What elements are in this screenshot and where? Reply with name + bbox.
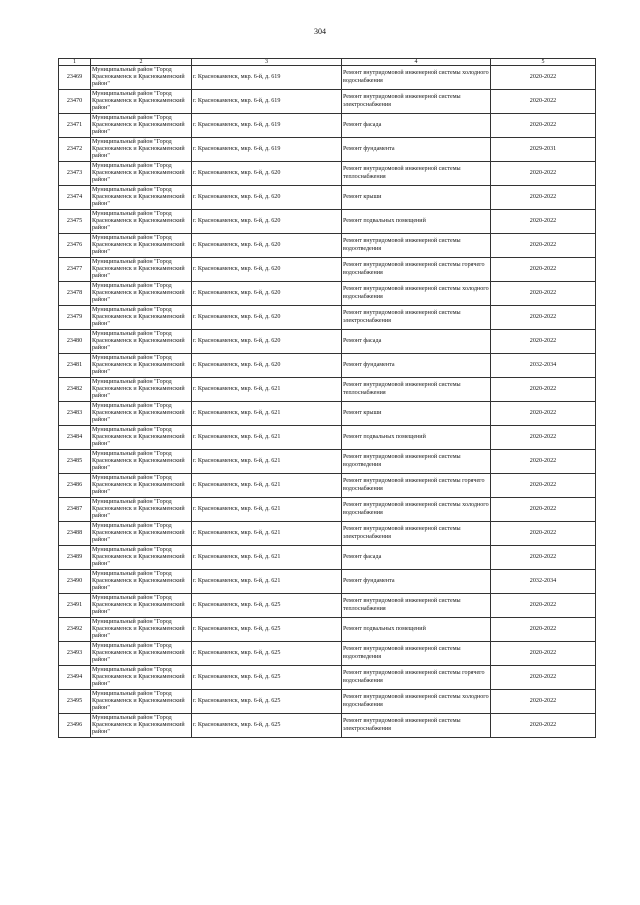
- address-cell: г. Краснокаменск, мкр. 6-й, д. 620: [192, 354, 342, 378]
- work-type-cell: Ремонт фундамента: [342, 354, 491, 378]
- period-cell: 2020-2022: [491, 186, 596, 210]
- table-row: [59, 66, 596, 90]
- table-row: [59, 162, 596, 186]
- work-type-cell: Ремонт крыши: [342, 402, 491, 426]
- period-cell: 2020-2022: [491, 210, 596, 234]
- table-row: [59, 90, 596, 114]
- municipality-cell: Муниципальный район "Город Краснокаменск и Краснокаменский район": [91, 66, 192, 90]
- work-type-cell: Ремонт внутридомовой инженерной системы горячего водоснабжения: [342, 474, 491, 498]
- row-number: 23489: [59, 546, 91, 570]
- table-row: [59, 354, 596, 378]
- period-cell: 2020-2022: [491, 450, 596, 474]
- table-row: [59, 690, 596, 714]
- row-number: 23474: [59, 186, 91, 210]
- municipality-cell: Муниципальный район "Город Краснокаменск и Краснокаменский район": [91, 714, 192, 738]
- row-number: 23485: [59, 450, 91, 474]
- work-type-cell: Ремонт внутридомовой инженерной системы теплоснабжения: [342, 378, 491, 402]
- address-cell: г. Краснокаменск, мкр. 6-й, д. 619: [192, 114, 342, 138]
- column-number-4: 4: [342, 59, 491, 66]
- registry-table: [58, 58, 596, 738]
- municipality-cell: Муниципальный район "Город Краснокаменск и Краснокаменский район": [91, 378, 192, 402]
- address-cell: г. Краснокаменск, мкр. 6-й, д. 625: [192, 714, 342, 738]
- address-cell: г. Краснокаменск, мкр. 6-й, д. 621: [192, 546, 342, 570]
- table-row: [59, 546, 596, 570]
- period-cell: 2020-2022: [491, 426, 596, 450]
- address-cell: г. Краснокаменск, мкр. 6-й, д. 625: [192, 642, 342, 666]
- address-cell: г. Краснокаменск, мкр. 6-й, д. 619: [192, 90, 342, 114]
- period-cell: 2020-2022: [491, 402, 596, 426]
- column-number-5: 5: [491, 59, 596, 66]
- table-row: [59, 570, 596, 594]
- municipality-cell: Муниципальный район "Город Краснокаменск и Краснокаменский район": [91, 642, 192, 666]
- row-number: 23483: [59, 402, 91, 426]
- table-row: [59, 522, 596, 546]
- address-cell: г. Краснокаменск, мкр. 6-й, д. 620: [192, 306, 342, 330]
- municipality-cell: Муниципальный район "Город Краснокаменск и Краснокаменский район": [91, 402, 192, 426]
- period-cell: 2020-2022: [491, 474, 596, 498]
- table-row: [59, 330, 596, 354]
- work-type-cell: Ремонт внутридомовой инженерной системы электроснабжения: [342, 306, 491, 330]
- period-cell: 2020-2022: [491, 690, 596, 714]
- period-cell: 2020-2022: [491, 498, 596, 522]
- table-row: [59, 450, 596, 474]
- period-cell: 2029-2031: [491, 138, 596, 162]
- municipality-cell: Муниципальный район "Город Краснокаменск и Краснокаменский район": [91, 234, 192, 258]
- row-number: 23492: [59, 618, 91, 642]
- row-number: 23472: [59, 138, 91, 162]
- work-type-cell: Ремонт подвальных помещений: [342, 210, 491, 234]
- work-type-cell: Ремонт внутридомовой инженерной системы водоотведения: [342, 234, 491, 258]
- period-cell: 2020-2022: [491, 714, 596, 738]
- municipality-cell: Муниципальный район "Город Краснокаменск и Краснокаменский район": [91, 666, 192, 690]
- municipality-cell: Муниципальный район "Город Краснокаменск и Краснокаменский район": [91, 114, 192, 138]
- work-type-cell: Ремонт внутридомовой инженерной системы горячего водоснабжения: [342, 258, 491, 282]
- address-cell: г. Краснокаменск, мкр. 6-й, д. 625: [192, 594, 342, 618]
- work-type-cell: Ремонт внутридомовой инженерной системы электроснабжения: [342, 522, 491, 546]
- work-type-cell: Ремонт внутридомовой инженерной системы водоотведения: [342, 642, 491, 666]
- row-number: 23494: [59, 666, 91, 690]
- table-row: [59, 306, 596, 330]
- row-number: 23482: [59, 378, 91, 402]
- period-cell: 2020-2022: [491, 330, 596, 354]
- address-cell: г. Краснокаменск, мкр. 6-й, д. 625: [192, 666, 342, 690]
- work-type-cell: Ремонт внутридомовой инженерной системы холодного водоснабжения: [342, 498, 491, 522]
- page-number: 304: [314, 27, 326, 36]
- municipality-cell: Муниципальный район "Город Краснокаменск и Краснокаменский район": [91, 474, 192, 498]
- municipality-cell: Муниципальный район "Город Краснокаменск и Краснокаменский район": [91, 306, 192, 330]
- row-number: 23476: [59, 234, 91, 258]
- period-cell: 2032-2034: [491, 354, 596, 378]
- period-cell: 2020-2022: [491, 90, 596, 114]
- table-row: [59, 114, 596, 138]
- address-cell: г. Краснокаменск, мкр. 6-й, д. 621: [192, 450, 342, 474]
- municipality-cell: Муниципальный район "Город Краснокаменск и Краснокаменский район": [91, 138, 192, 162]
- address-cell: г. Краснокаменск, мкр. 6-й, д. 621: [192, 498, 342, 522]
- table-row: [59, 666, 596, 690]
- row-number: 23490: [59, 570, 91, 594]
- period-cell: 2020-2022: [491, 162, 596, 186]
- work-type-cell: Ремонт внутридомовой инженерной системы горячего водоснабжения: [342, 666, 491, 690]
- municipality-cell: Муниципальный район "Город Краснокаменск и Краснокаменский район": [91, 354, 192, 378]
- municipality-cell: Муниципальный район "Город Краснокаменск и Краснокаменский район": [91, 210, 192, 234]
- period-cell: 2032-2034: [491, 570, 596, 594]
- period-cell: 2020-2022: [491, 594, 596, 618]
- municipality-cell: Муниципальный район "Город Краснокаменск и Краснокаменский район": [91, 690, 192, 714]
- work-type-cell: Ремонт фундамента: [342, 570, 491, 594]
- address-cell: г. Краснокаменск, мкр. 6-й, д. 621: [192, 474, 342, 498]
- work-type-cell: Ремонт фундамента: [342, 138, 491, 162]
- table-row: [59, 210, 596, 234]
- municipality-cell: Муниципальный район "Город Краснокаменск и Краснокаменский район": [91, 186, 192, 210]
- address-cell: г. Краснокаменск, мкр. 6-й, д. 620: [192, 330, 342, 354]
- address-cell: г. Краснокаменск, мкр. 6-й, д. 621: [192, 402, 342, 426]
- municipality-cell: Муниципальный район "Город Краснокаменск и Краснокаменский район": [91, 330, 192, 354]
- table-row: [59, 714, 596, 738]
- municipality-cell: Муниципальный район "Город Краснокаменск и Краснокаменский район": [91, 90, 192, 114]
- row-number: 23480: [59, 330, 91, 354]
- work-type-cell: Ремонт фасада: [342, 114, 491, 138]
- row-number: 23487: [59, 498, 91, 522]
- row-number: 23488: [59, 522, 91, 546]
- row-number: 23479: [59, 306, 91, 330]
- row-number: 23470: [59, 90, 91, 114]
- table-row: [59, 642, 596, 666]
- work-type-cell: Ремонт внутридомовой инженерной системы теплоснабжения: [342, 162, 491, 186]
- work-type-cell: Ремонт внутридомовой инженерной системы холодного водоснабжения: [342, 690, 491, 714]
- work-type-cell: Ремонт внутридомовой инженерной системы электроснабжения: [342, 714, 491, 738]
- municipality-cell: Муниципальный район "Город Краснокаменск и Краснокаменский район": [91, 450, 192, 474]
- column-number-row: [59, 59, 596, 66]
- municipality-cell: Муниципальный район "Город Краснокаменск и Краснокаменский район": [91, 522, 192, 546]
- work-type-cell: Ремонт фасада: [342, 330, 491, 354]
- address-cell: г. Краснокаменск, мкр. 6-й, д. 620: [192, 162, 342, 186]
- municipality-cell: Муниципальный район "Город Краснокаменск и Краснокаменский район": [91, 162, 192, 186]
- row-number: 23481: [59, 354, 91, 378]
- address-cell: г. Краснокаменск, мкр. 6-й, д. 621: [192, 570, 342, 594]
- municipality-cell: Муниципальный район "Город Краснокаменск и Краснокаменский район": [91, 570, 192, 594]
- municipality-cell: Муниципальный район "Город Краснокаменск и Краснокаменский район": [91, 618, 192, 642]
- work-type-cell: Ремонт подвальных помещений: [342, 426, 491, 450]
- row-number: 23477: [59, 258, 91, 282]
- row-number: 23473: [59, 162, 91, 186]
- municipality-cell: Муниципальный район "Город Краснокаменск и Краснокаменский район": [91, 282, 192, 306]
- row-number: 23471: [59, 114, 91, 138]
- period-cell: 2020-2022: [491, 66, 596, 90]
- period-cell: 2020-2022: [491, 546, 596, 570]
- work-type-cell: Ремонт внутридомовой инженерной системы холодного водоснабжения: [342, 282, 491, 306]
- municipality-cell: Муниципальный район "Город Краснокаменск и Краснокаменский район": [91, 498, 192, 522]
- period-cell: 2020-2022: [491, 258, 596, 282]
- row-number: 23475: [59, 210, 91, 234]
- municipality-cell: Муниципальный район "Город Краснокаменск и Краснокаменский район": [91, 546, 192, 570]
- table-row: [59, 378, 596, 402]
- period-cell: 2020-2022: [491, 522, 596, 546]
- period-cell: 2020-2022: [491, 114, 596, 138]
- table-row: [59, 138, 596, 162]
- municipality-cell: Муниципальный район "Город Краснокаменск и Краснокаменский район": [91, 594, 192, 618]
- address-cell: г. Краснокаменск, мкр. 6-й, д. 620: [192, 234, 342, 258]
- work-type-cell: Ремонт внутридомовой инженерной системы холодного водоснабжения: [342, 66, 491, 90]
- address-cell: г. Краснокаменск, мкр. 6-й, д. 625: [192, 690, 342, 714]
- column-number-1: 1: [59, 59, 91, 66]
- table-row: [59, 282, 596, 306]
- period-cell: 2020-2022: [491, 378, 596, 402]
- table-row: [59, 258, 596, 282]
- table-row: [59, 234, 596, 258]
- address-cell: г. Краснокаменск, мкр. 6-й, д. 621: [192, 522, 342, 546]
- table-row: [59, 594, 596, 618]
- period-cell: 2020-2022: [491, 618, 596, 642]
- row-number: 23486: [59, 474, 91, 498]
- address-cell: г. Краснокаменск, мкр. 6-й, д. 620: [192, 186, 342, 210]
- period-cell: 2020-2022: [491, 234, 596, 258]
- column-number-3: 3: [192, 59, 342, 66]
- address-cell: г. Краснокаменск, мкр. 6-й, д. 625: [192, 618, 342, 642]
- row-number: 23469: [59, 66, 91, 90]
- address-cell: г. Краснокаменск, мкр. 6-й, д. 621: [192, 426, 342, 450]
- work-type-cell: Ремонт внутридомовой инженерной системы теплоснабжения: [342, 594, 491, 618]
- table-row: [59, 426, 596, 450]
- row-number: 23493: [59, 642, 91, 666]
- column-number-2: 2: [91, 59, 192, 66]
- municipality-cell: Муниципальный район "Город Краснокаменск и Краснокаменский район": [91, 426, 192, 450]
- period-cell: 2020-2022: [491, 306, 596, 330]
- table-row: [59, 498, 596, 522]
- row-number: 23495: [59, 690, 91, 714]
- address-cell: г. Краснокаменск, мкр. 6-й, д. 620: [192, 210, 342, 234]
- address-cell: г. Краснокаменск, мкр. 6-й, д. 621: [192, 378, 342, 402]
- period-cell: 2020-2022: [491, 282, 596, 306]
- table-row: [59, 474, 596, 498]
- address-cell: г. Краснокаменск, мкр. 6-й, д. 619: [192, 138, 342, 162]
- work-type-cell: Ремонт внутридомовой инженерной системы электроснабжения: [342, 90, 491, 114]
- table-row: [59, 402, 596, 426]
- period-cell: 2020-2022: [491, 642, 596, 666]
- address-cell: г. Краснокаменск, мкр. 6-й, д. 619: [192, 66, 342, 90]
- period-cell: 2020-2022: [491, 666, 596, 690]
- work-type-cell: Ремонт внутридомовой инженерной системы водоотведения: [342, 450, 491, 474]
- address-cell: г. Краснокаменск, мкр. 6-й, д. 620: [192, 282, 342, 306]
- work-type-cell: Ремонт подвальных помещений: [342, 618, 491, 642]
- address-cell: г. Краснокаменск, мкр. 6-й, д. 620: [192, 258, 342, 282]
- work-type-cell: Ремонт фасада: [342, 546, 491, 570]
- work-type-cell: Ремонт крыши: [342, 186, 491, 210]
- row-number: 23496: [59, 714, 91, 738]
- row-number: 23484: [59, 426, 91, 450]
- row-number: 23478: [59, 282, 91, 306]
- registry-table-body: [59, 59, 596, 738]
- municipality-cell: Муниципальный район "Город Краснокаменск и Краснокаменский район": [91, 258, 192, 282]
- table-row: [59, 186, 596, 210]
- row-number: 23491: [59, 594, 91, 618]
- table-row: [59, 618, 596, 642]
